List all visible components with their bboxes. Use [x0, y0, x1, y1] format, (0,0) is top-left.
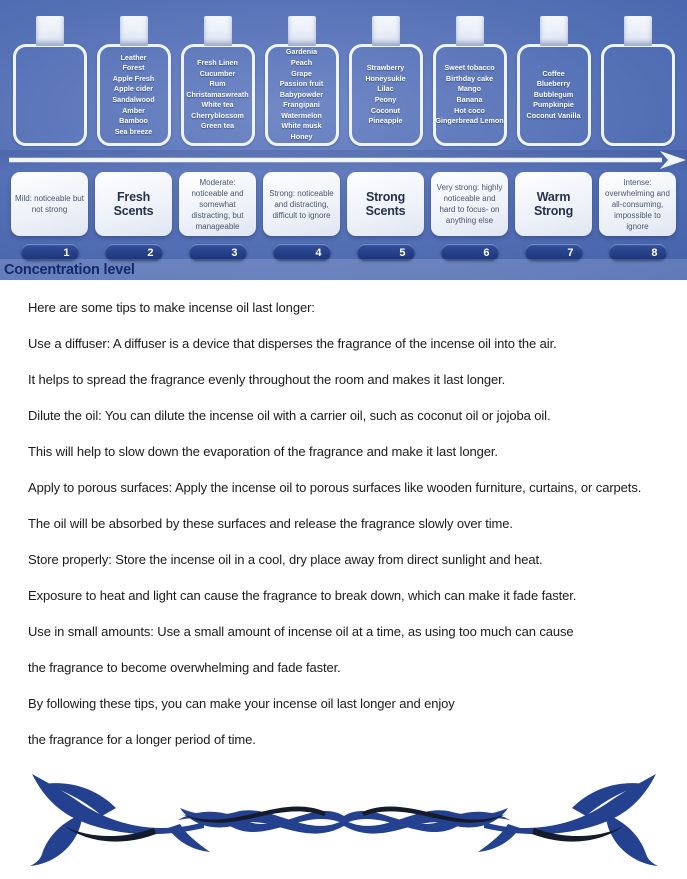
bottle-cap-icon [36, 16, 64, 46]
tip-line: By following these tips, you can make your incense oil last longer and enjoy [28, 696, 455, 711]
scent-name: Bamboo [119, 116, 148, 126]
level-description-box: Very strong: highly noticeable and hard to focus- on anything else [431, 172, 508, 236]
scent-name: Lilac [377, 84, 394, 94]
scent-name: Hot coco [454, 105, 485, 115]
bottle-body [13, 44, 87, 146]
level-number: 4 [315, 246, 322, 259]
bottle-body [265, 44, 339, 146]
scent-name: Fresh Linen [197, 57, 238, 67]
scent-name: Peony [374, 95, 397, 104]
scent-name: Strawberry [366, 63, 405, 73]
scent-name: Forest [122, 63, 145, 73]
tribal-flourish-icon [12, 770, 676, 866]
scent-bottle [11, 16, 88, 146]
scent-name: Gardenia [285, 47, 318, 57]
bottle-body [433, 44, 507, 146]
scent-name: Grape [291, 68, 312, 78]
level-description-box: Strong: noticeable and distracting, difficult to ignore [263, 172, 340, 236]
bottle-cap-icon [624, 16, 652, 46]
level-description-box: Fresh Scents [95, 172, 172, 236]
bottle-cap-icon [372, 16, 400, 46]
scent-bottle [599, 16, 676, 146]
bottles-row [11, 16, 676, 146]
scent-bottle [179, 16, 256, 146]
scent-name: Peach [290, 57, 313, 67]
scent-name: Coconut [370, 105, 401, 115]
scent-name: Amber [122, 105, 145, 115]
tip-line: It helps to spread the fragrance evenly throughout the room and makes it last longer. [28, 372, 506, 387]
bottle-body [349, 44, 423, 146]
tip-line: Apply to porous surfaces: Apply the incense oil to porous surfaces like wooden furniture, curtains, or carpets. [28, 480, 642, 495]
tip-line: the fragrance to become overwhelming and fade faster. [28, 660, 341, 675]
tip-line: Use in small amounts: Use a small amount of incense oil at a time, as using too much can cause [28, 624, 574, 639]
scent-name: Frangipani [283, 100, 320, 110]
scent-name: Bubblegum [533, 89, 574, 99]
bottle-cap-icon [540, 16, 568, 46]
level-description-box: Strong Scents [347, 172, 424, 236]
scent-name: Gingerbread Lemon [435, 116, 504, 126]
tips-section [0, 280, 687, 747]
bottle-cap-icon [120, 16, 148, 46]
scent-name: Mango [457, 84, 482, 94]
bottle-body [181, 44, 255, 146]
level-number: 7 [567, 246, 574, 259]
scent-name: Cherryblossom [191, 110, 244, 120]
scent-name: Pumpkinpie [533, 100, 574, 110]
scent-name: White tea [201, 100, 234, 110]
tip-line: This will help to slow down the evaporation of the fragrance and make it last longer. [28, 444, 498, 459]
scent-name: White musk [281, 121, 322, 131]
scent-bottle [515, 16, 592, 146]
levels-row [11, 172, 676, 236]
level-description-box: Moderate: noticeable and somewhat distracting, but manageable [179, 172, 256, 236]
axis-strip [0, 259, 687, 280]
scent-name: Cucumber [199, 68, 236, 78]
tip-line: Here are some tips to make incense oil last longer: [28, 300, 315, 315]
tip-line: the fragrance for a longer period of time. [28, 732, 256, 747]
scent-concentration-banner [0, 0, 687, 280]
level-number: 6 [483, 246, 490, 259]
scent-name: Christamaswreath [186, 89, 249, 99]
flourish-divider [0, 768, 687, 868]
scent-name: Watermelon [281, 110, 322, 120]
level-description-box: Warm Strong [515, 172, 592, 236]
scent-name: Passion fruit [279, 79, 324, 89]
scent-bottle [431, 16, 508, 146]
level-number: 8 [651, 246, 658, 259]
bottle-body [97, 44, 171, 146]
scent-name: Sweet tobacco [444, 63, 495, 73]
bottle-cap-icon [456, 16, 484, 46]
scent-name: Sea breeze [114, 126, 153, 136]
scent-name: Leather [120, 52, 147, 62]
level-description-box: Mild: noticeable but not strong [11, 172, 88, 236]
bottle-cap-icon [204, 16, 232, 46]
scent-name: Babypowder [279, 89, 324, 99]
scent-bottle [263, 16, 340, 146]
scent-name: Apple Fresh [112, 73, 155, 83]
scent-name: Banana [456, 95, 483, 104]
tip-line: Exposure to heat and light can cause the fragrance to break down, which can make it fade faster. [28, 588, 577, 603]
bottle-cap-icon [288, 16, 316, 46]
bottle-body [601, 44, 675, 146]
scent-name: Pineapple [368, 116, 403, 126]
tip-line: The oil will be absorbed by these surfaces and release the fragrance slowly over time. [28, 516, 513, 531]
level-description-box: Intense: overwhelming and all-consuming, impossible to ignore [599, 172, 676, 236]
tip-line: Dilute the oil: You can dilute the incense oil with a carrier oil, such as coconut oil or jojoba oil. [28, 408, 551, 423]
level-number: 1 [63, 246, 70, 259]
scent-bottle [95, 16, 172, 146]
bottle-body [517, 44, 591, 146]
scent-name: Sandalwood [112, 95, 155, 104]
scent-name: Honey [290, 132, 313, 142]
scent-bottle [347, 16, 424, 146]
tip-line: Use a diffuser: A diffuser is a device that disperses the fragrance of the incense oil into the air. [28, 336, 557, 351]
scent-name: Rum [209, 79, 226, 89]
level-number: 5 [399, 246, 406, 259]
scent-name: Blueberry [536, 79, 571, 89]
axis-label: Concentration level [4, 261, 135, 278]
timeline-arrow-icon [0, 149, 687, 171]
scent-name: Green tea [200, 121, 235, 131]
level-number: 2 [147, 246, 154, 259]
scent-name: Coconut Vanilla [526, 110, 581, 120]
scent-name: Birthday cake [445, 73, 494, 83]
scent-name: Coffee [542, 68, 565, 78]
scent-name: Apple cider [113, 84, 154, 94]
level-number: 3 [231, 246, 238, 259]
scent-name: Honeysukle [365, 73, 406, 83]
tip-line: Store properly: Store the incense oil in a cool, dry place away from direct sunlight and heat. [28, 552, 543, 567]
